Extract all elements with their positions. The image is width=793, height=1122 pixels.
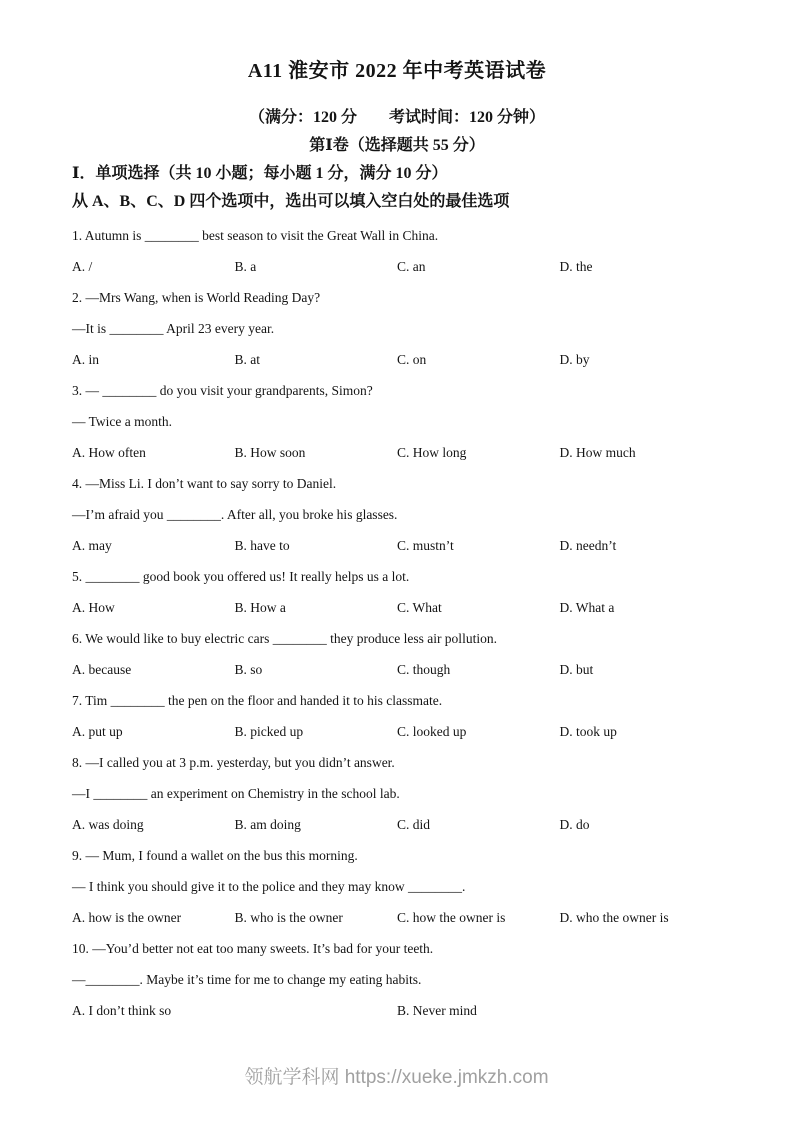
question-6-options <box>72 654 722 685</box>
question-6-text: 6. We would like to buy electric cars ________ they produce less air pollution. <box>72 631 497 646</box>
q9-option-b: B. who is the owner <box>234 910 343 925</box>
q9-option-d: D. who the owner is <box>559 910 669 925</box>
q4-option-c: C. mustn’t <box>397 538 454 553</box>
question-9-text-1: 9. — Mum, I found a wallet on the bus this morning. <box>72 848 358 863</box>
q1-option-b: B. a <box>234 259 257 274</box>
q6-option-a: A. because <box>72 662 132 677</box>
question-4-options <box>72 530 722 561</box>
q7-option-c: C. looked up <box>397 724 467 739</box>
q8-option-a: A. was doing <box>72 817 144 832</box>
q2-option-d: D. by <box>559 352 590 367</box>
q9-option-a: A. how is the owner <box>72 910 182 925</box>
section-heading: Ⅰ．单项选择（共 10 小题；每小题 1 分，满分 10 分） <box>72 165 448 182</box>
question-6 <box>72 623 722 685</box>
question-4-text-1: 4. —Miss Li. I don’t want to say sorry to Daniel. <box>72 476 337 491</box>
q7-option-b: B. picked up <box>234 724 304 739</box>
question-8 <box>72 747 722 840</box>
question-3-text-1: 3. — ________ do you visit your grandparents, Simon? <box>72 383 373 398</box>
q3-option-c: C. How long <box>397 445 467 460</box>
q8-option-b: B. am doing <box>234 817 301 832</box>
question-1-options <box>72 251 722 282</box>
question-1 <box>72 220 722 282</box>
section-instruction: 从 A、B、C、D 四个选项中，选出可以填入空白处的最佳选项 <box>72 193 510 210</box>
question-3-text-2: — Twice a month. <box>72 414 173 429</box>
question-2-options <box>72 344 722 375</box>
q5-option-d: D. What a <box>559 600 615 615</box>
question-3 <box>72 375 722 468</box>
question-2-text-1: 2. —Mrs Wang, when is World Reading Day? <box>72 290 321 305</box>
q5-option-b: B. How a <box>234 600 286 615</box>
q4-option-b: B. have to <box>234 538 290 553</box>
watermark-text: 领航学科网 https://xueke.jmkzh.com <box>244 1067 549 1088</box>
watermark <box>0 1062 793 1089</box>
doc-score-time: （满分：120 分 考试时间：120 分钟） <box>248 109 545 126</box>
doc-title: A11 淮安市 2022 年中考英语试卷 <box>247 60 547 82</box>
question-10 <box>72 933 722 1026</box>
question-7-text: 7. Tim ________ the pen on the floor and handed it to his classmate. <box>72 693 443 708</box>
q3-option-a: A. How often <box>72 445 146 460</box>
question-10-options <box>72 995 722 1026</box>
q9-option-c: C. how the owner is <box>397 910 506 925</box>
q7-option-d: D. took up <box>559 724 617 739</box>
q1-option-c: C. an <box>397 259 426 274</box>
question-8-text-2: —I ________ an experiment on Chemistry in the school lab. <box>72 786 400 801</box>
question-10-text-2: —________. Maybe it’s time for me to change my eating habits. <box>72 972 422 987</box>
q6-option-b: B. so <box>234 662 263 677</box>
question-7-options <box>72 716 722 747</box>
q1-option-d: D. the <box>559 259 593 274</box>
doc-part-title: 第Ⅰ卷（选择题共 55 分） <box>309 137 485 154</box>
question-10-text-1: 10. —You’d better not eat too many sweets. It’s bad for your teeth. <box>72 941 434 956</box>
q5-option-c: C. What <box>397 600 442 615</box>
q6-option-c: C. though <box>397 662 451 677</box>
q6-option-d: D. but <box>559 662 594 677</box>
question-9-options <box>72 902 722 933</box>
q4-option-a: A. may <box>72 538 112 553</box>
q2-option-a: A. in <box>72 352 99 367</box>
question-9 <box>72 840 722 933</box>
question-8-options <box>72 809 722 840</box>
q2-option-c: C. on <box>397 352 427 367</box>
q8-option-d: D. do <box>559 817 590 832</box>
question-8-text-1: 8. —I called you at 3 p.m. yesterday, but you didn’t answer. <box>72 755 395 770</box>
question-4 <box>72 468 722 561</box>
q10-option-a: A. I don’t think so <box>72 1003 172 1018</box>
q7-option-a: A. put up <box>72 724 123 739</box>
question-9-text-2: — I think you should give it to the police and they may know ________. <box>72 879 466 894</box>
question-5 <box>72 561 722 623</box>
question-7 <box>72 685 722 747</box>
q2-option-b: B. at <box>234 352 260 367</box>
q8-option-c: C. did <box>397 817 431 832</box>
q3-option-d: D. How much <box>559 445 636 460</box>
q1-option-a: A. / <box>72 259 93 274</box>
q5-option-a: A. How <box>72 600 115 615</box>
question-2 <box>72 282 722 375</box>
question-5-text: 5. ________ good book you offered us! It really helps us a lot. <box>72 569 410 584</box>
q3-option-b: B. How soon <box>234 445 306 460</box>
question-5-options <box>72 592 722 623</box>
q10-option-b: B. Never mind <box>397 1003 477 1018</box>
q4-option-d: D. needn’t <box>559 538 617 553</box>
question-2-text-2: —It is ________ April 23 every year. <box>72 321 275 336</box>
question-1-text: 1. Autumn is ________ best season to visit the Great Wall in China. <box>72 228 439 243</box>
question-3-options <box>72 437 722 468</box>
question-4-text-2: —I’m afraid you ________. After all, you broke his glasses. <box>72 507 398 522</box>
